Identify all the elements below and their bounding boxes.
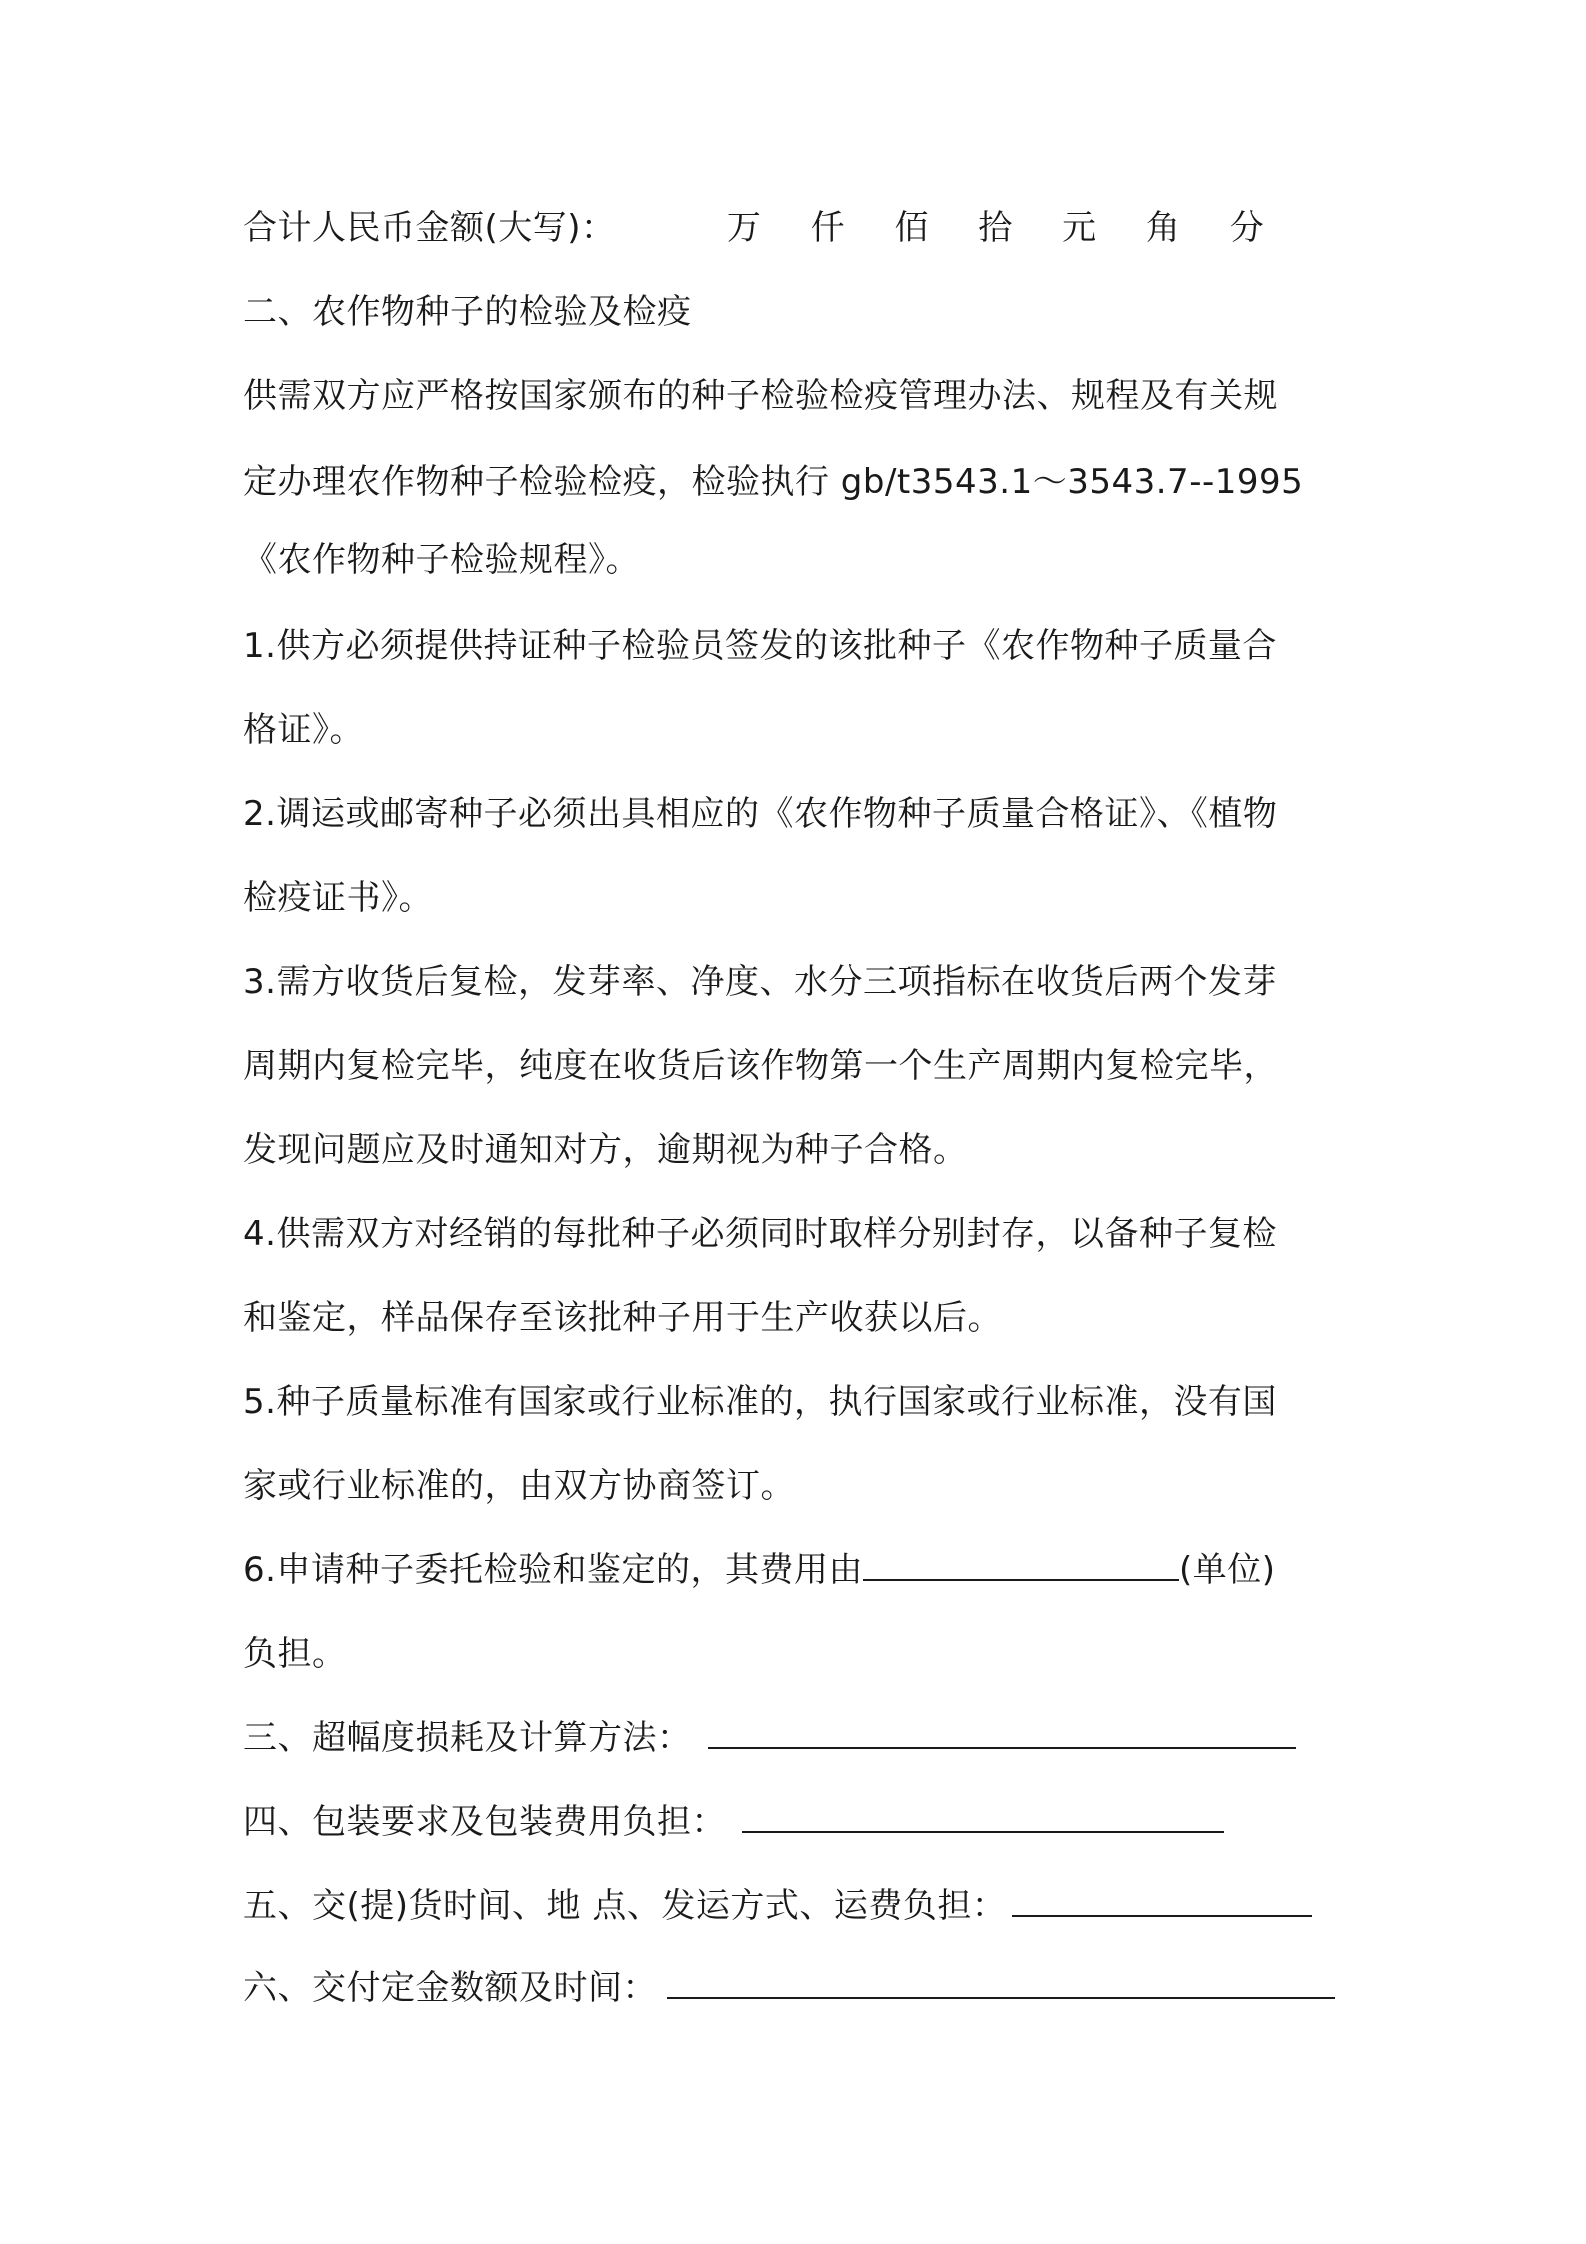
item2-line-2: 检疫证书》。 (243, 878, 433, 918)
item1-line-1: 1.供方必须提供持证种子检验员签发的该批种子《农作物种子质量合 (243, 626, 1277, 666)
item6-line-1 (243, 1548, 1358, 1592)
amount-line (243, 206, 1358, 250)
section6-line (243, 1966, 1358, 2010)
intro-line-1: 供需双方应严格按国家颁布的种子检验检疫管理办法、规程及有关规 (243, 376, 1278, 416)
section3-label: 三、超幅度损耗及计算方法： (243, 1718, 692, 1758)
section6-blank[interactable] (667, 1967, 1335, 1999)
unit-jiao: 角 (1145, 208, 1181, 248)
amount-units (727, 208, 1264, 248)
item3-line-3: 发现问题应及时通知对方，逾期视为种子合格。 (243, 1130, 968, 1170)
item4-line-1: 4.供需双方对经销的每批种子必须同时取样分别封存，以备种子复检 (243, 1214, 1277, 1254)
item5-line-2: 家或行业标准的，由双方协商签订。 (243, 1466, 795, 1506)
unit-yuan: 元 (1062, 208, 1097, 248)
section6-label: 六、交付定金数额及时间： (243, 1968, 657, 2008)
section5-label: 五、交(提)货时间、地 点、发运方式、运费负担： (243, 1886, 1007, 1926)
unit-fen: 分 (1229, 208, 1265, 248)
section4-label: 四、包装要求及包装费用负担： (243, 1802, 726, 1842)
item3-line-1: 3.需方收货后复检，发芽率、净度、水分三项指标在收货后两个发芽 (243, 962, 1277, 1002)
item2-line-1: 2.调运或邮寄种子必须出具相应的《农作物种子质量合格证》、《植物 (243, 794, 1278, 834)
item4-line-2: 和鉴定，样品保存至该批种子用于生产收获以后。 (243, 1298, 1002, 1338)
section5-blank[interactable] (1012, 1885, 1312, 1917)
item6-unit: (单位) (1178, 1550, 1276, 1590)
item6-text: 6.申请种子委托检验和鉴定的，其费用由 (243, 1550, 863, 1590)
section3-blank[interactable] (708, 1717, 1296, 1749)
amount-label: 合计人民币金额(大写)： (243, 208, 616, 248)
unit-bai: 佰 (894, 208, 929, 248)
item5-line-1: 5.种子质量标准有国家或行业标准的，执行国家或行业标准，没有国 (243, 1382, 1277, 1422)
item6-blank[interactable] (863, 1549, 1179, 1581)
intro-line-2: 定办理农作物种子检验检疫，检验执行 gb/t3543.1～3543.7--1995 (243, 462, 1304, 502)
section2-title: 二、农作物种子的检验及检疫 (243, 292, 692, 332)
item1-line-2: 格证》。 (243, 710, 364, 750)
unit-qian: 仟 (810, 208, 846, 248)
item3-line-2: 周期内复检完毕，纯度在收货后该作物第一个生产周期内复检完毕， (243, 1046, 1278, 1086)
unit-wan: 万 (726, 208, 762, 248)
unit-shi: 拾 (978, 208, 1013, 248)
intro-line-3: 《农作物种子检验规程》。 (243, 540, 640, 580)
item6-line-2: 负担。 (243, 1634, 347, 1674)
section4-line (243, 1800, 1358, 1844)
section4-blank[interactable] (742, 1801, 1224, 1833)
section3-line (243, 1716, 1358, 1760)
section5-line (243, 1884, 1358, 1928)
